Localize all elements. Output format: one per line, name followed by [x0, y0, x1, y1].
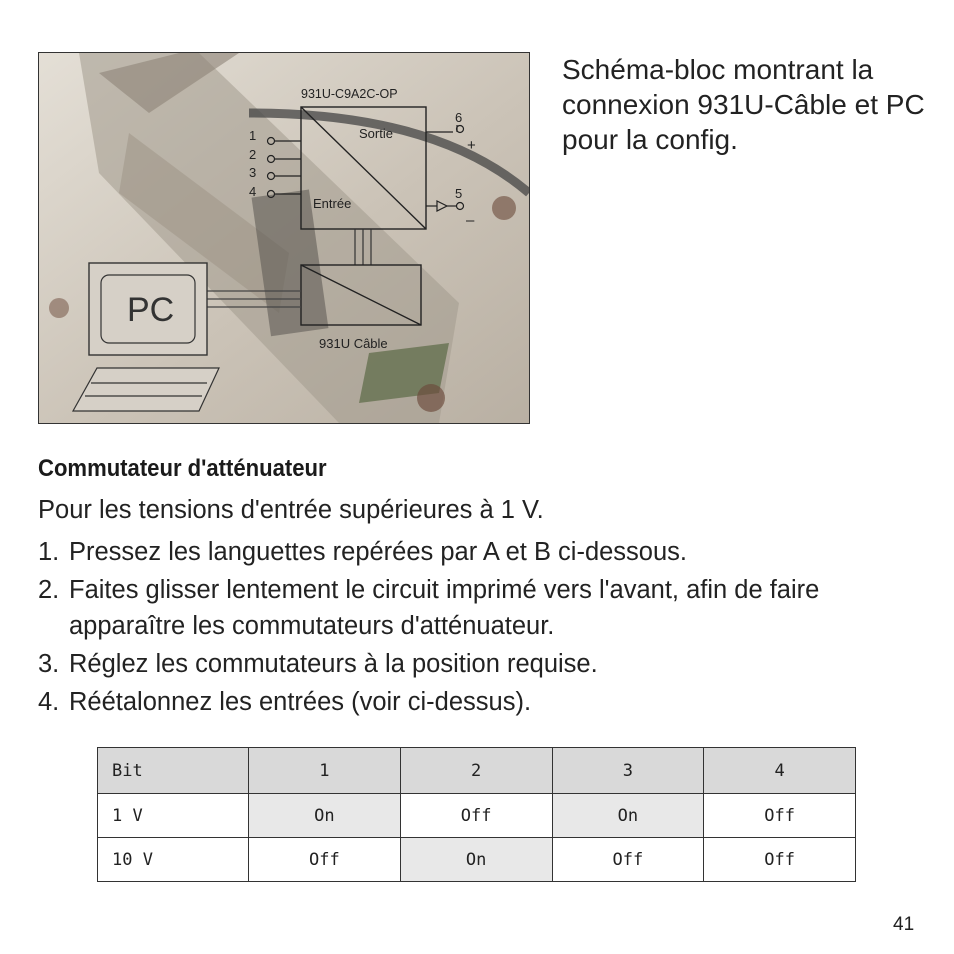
pin-4-label: 4	[249, 184, 257, 199]
pc-label: PC	[127, 291, 175, 329]
table-header-cell: 4	[704, 748, 856, 794]
table-header-cell: Bit	[98, 748, 249, 794]
step-number: 1.	[38, 538, 60, 566]
pin-5-label: 5	[455, 186, 463, 201]
minus-sign: –	[466, 212, 475, 229]
plus-sign: +	[467, 137, 476, 154]
table-cell: On	[552, 794, 704, 838]
table-cell: Off	[552, 838, 704, 882]
table-cell: 10 V	[98, 838, 249, 882]
instruction-step	[38, 646, 918, 682]
instruction-list	[38, 534, 918, 722]
pin-3-label: 3	[249, 165, 257, 180]
output-label: Sortie	[359, 126, 393, 141]
module-label: 931U-C9A2C-OP	[301, 87, 398, 101]
pin-2-label: 2	[249, 147, 257, 162]
instruction-step	[38, 534, 918, 570]
page-number: 41	[893, 914, 915, 935]
table-header-cell: 2	[400, 748, 552, 794]
instruction-step	[38, 684, 918, 720]
table-cell: 1 V	[98, 794, 249, 838]
step-number: 4.	[38, 688, 60, 716]
block-diagram-figure	[38, 52, 530, 424]
table-header-row	[98, 748, 856, 794]
table-header-cell: 1	[249, 748, 401, 794]
pin-1-label: 1	[249, 128, 257, 143]
table-cell: Off	[704, 794, 856, 838]
step-text: Réétalonnez les entrées (voir ci-dessus).	[69, 688, 532, 716]
attenuator-bit-table	[97, 747, 856, 882]
input-label: Entrée	[313, 196, 352, 211]
table-row	[98, 838, 856, 882]
pin-6-label: 6	[455, 110, 463, 125]
table-cell: Off	[249, 838, 401, 882]
table-cell: On	[249, 794, 401, 838]
step-number: 3.	[38, 650, 60, 678]
block-diagram	[39, 53, 529, 423]
table-cell: Off	[400, 794, 552, 838]
step-text: Faites glisser lentement le circuit imprimé vers l'avant, afin de faire apparaître les commutateurs d'atténuateur.	[69, 576, 820, 640]
step-text: Réglez les commutateurs à la position requise.	[69, 650, 598, 678]
table-cell: On	[400, 838, 552, 882]
table-header-cell: 3	[552, 748, 704, 794]
cable-label: 931U Câble	[319, 336, 388, 351]
step-text: Pressez les languettes repérées par A et B ci-dessous.	[69, 538, 688, 566]
figure-caption: Schéma-bloc montrant la connexion 931U-Câble et PC pour la config.	[562, 54, 925, 155]
table-row	[98, 794, 856, 838]
pc-monitor-icon	[89, 263, 207, 355]
intro-text: Pour les tensions d'entrée supérieures à 1 V.	[38, 496, 544, 524]
section-heading: Commutateur d'atténuateur	[38, 455, 327, 482]
step-number: 2.	[38, 576, 60, 604]
keyboard-icon	[73, 368, 219, 411]
instruction-step	[38, 572, 918, 644]
table-cell: Off	[704, 838, 856, 882]
